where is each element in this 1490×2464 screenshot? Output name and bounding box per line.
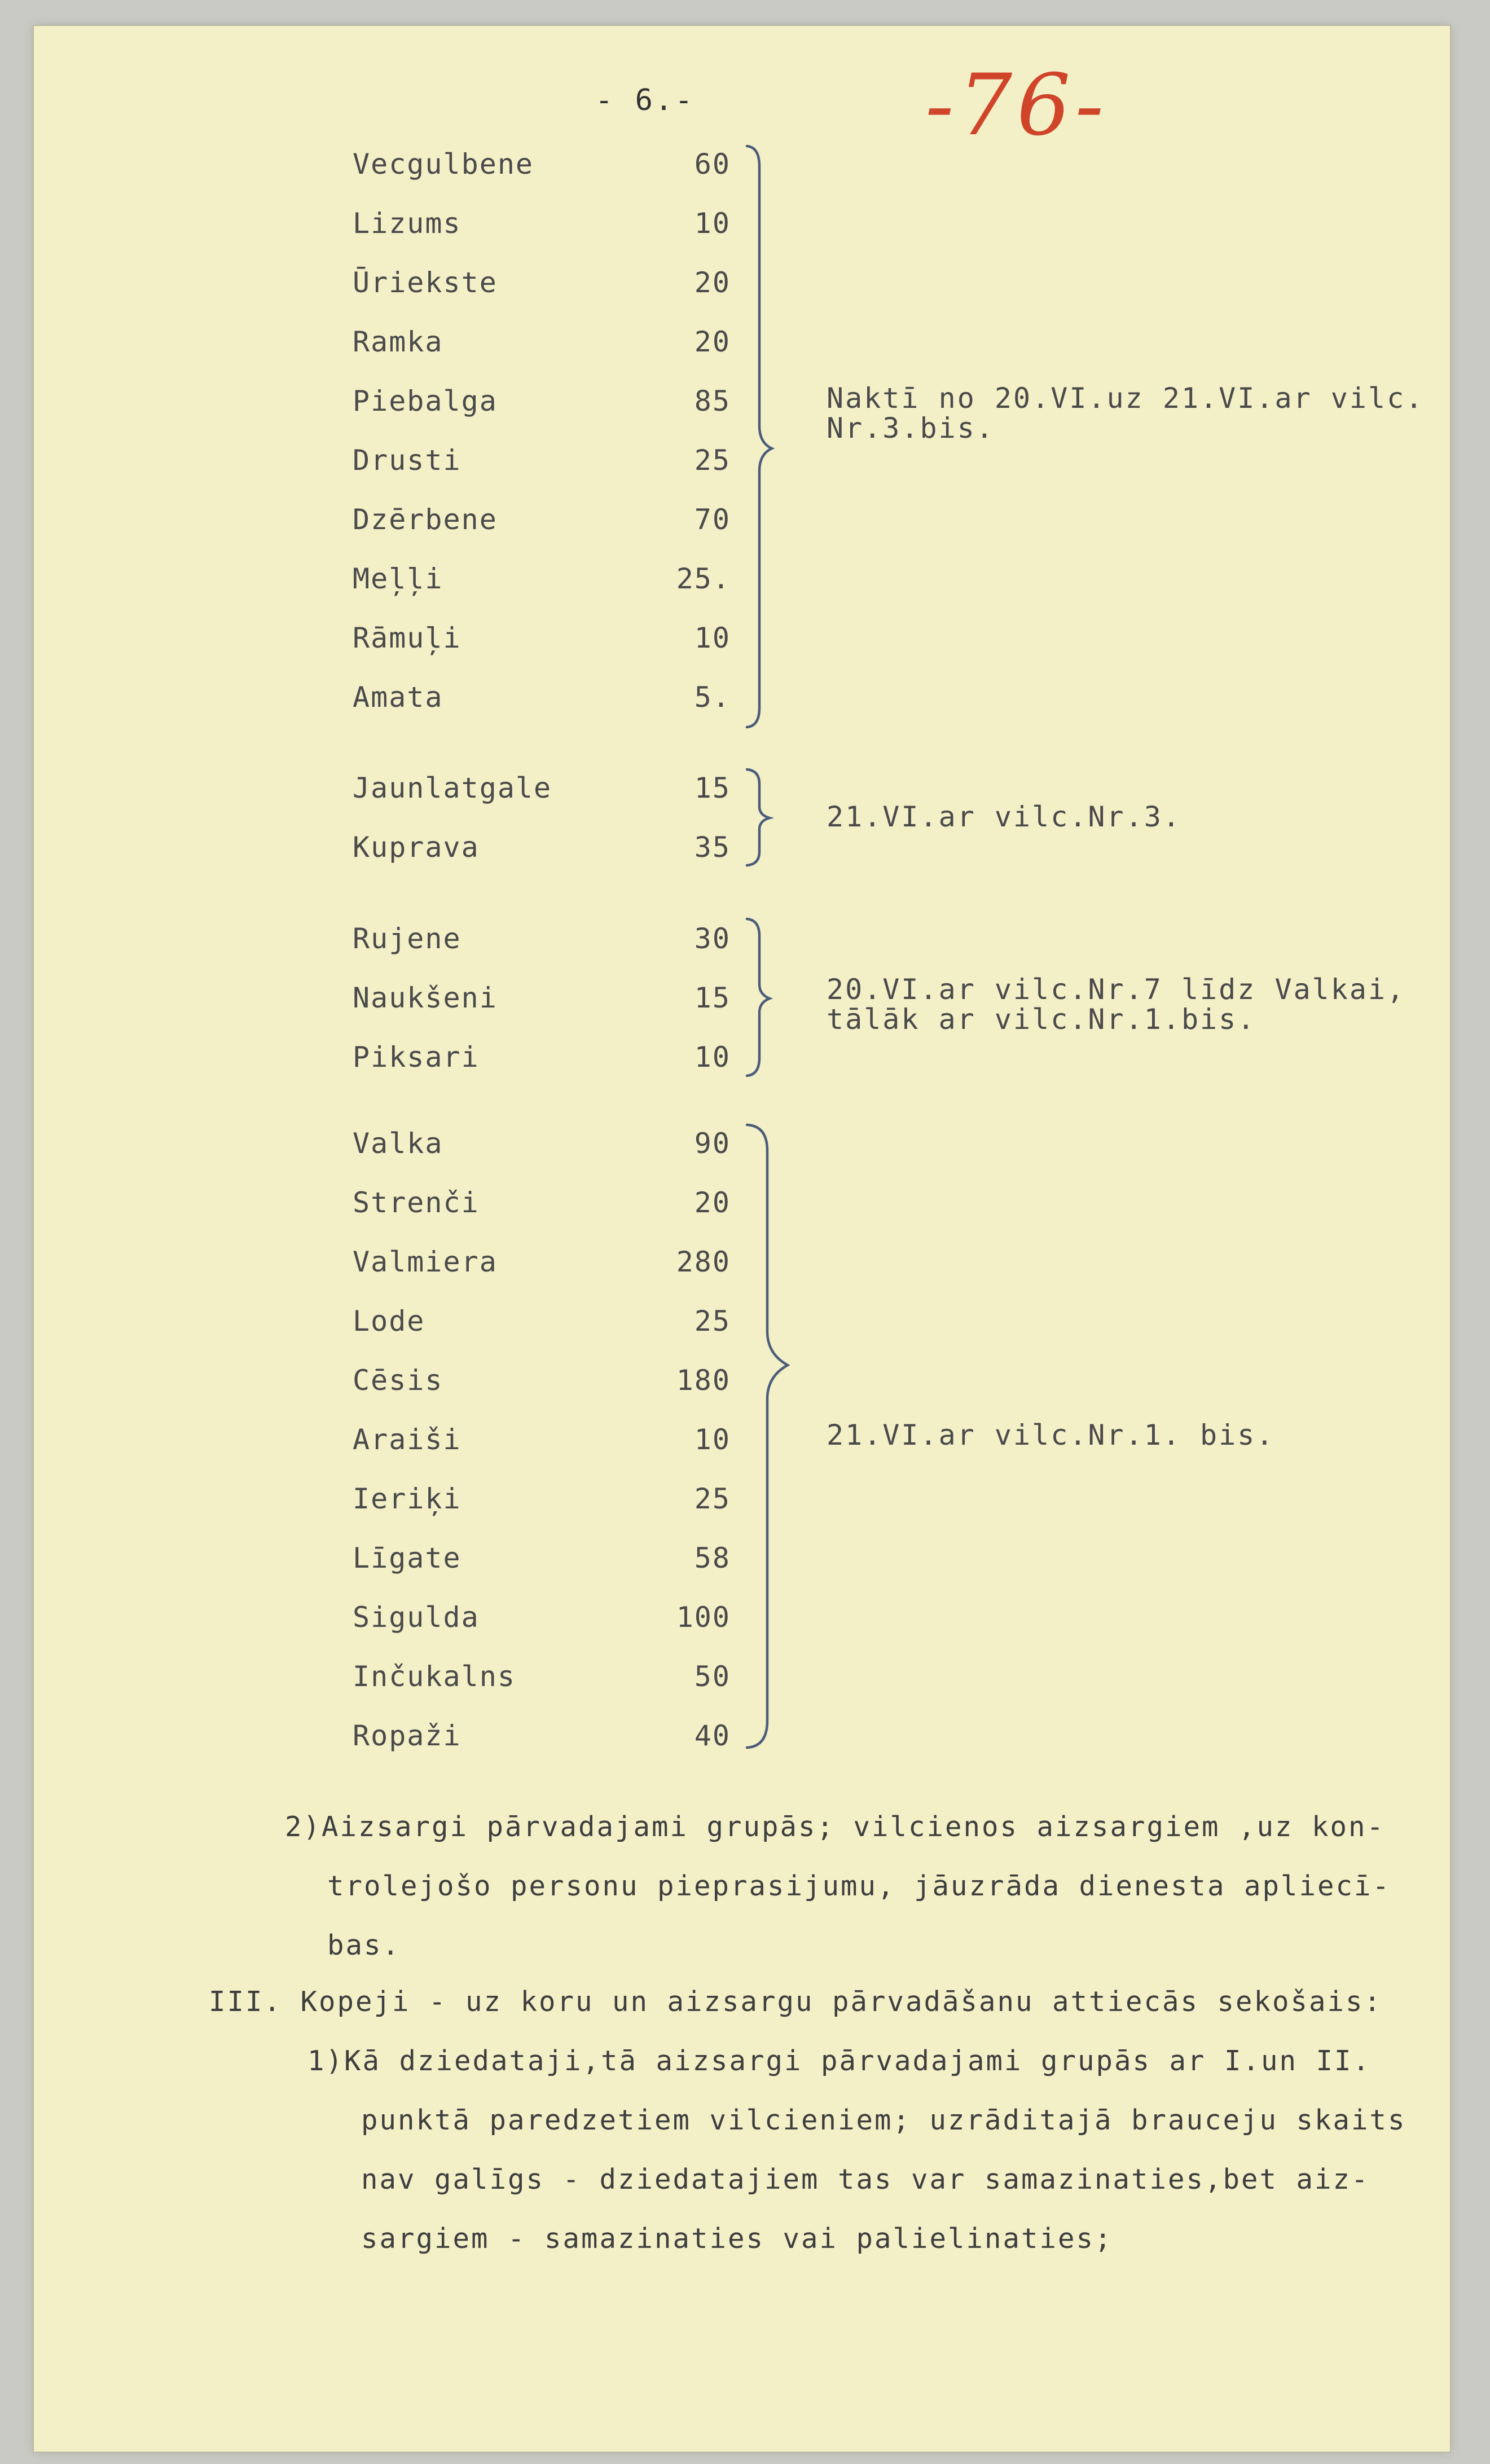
place-name: Ieriķi: [353, 1482, 461, 1515]
place-name: Rāmuļi: [353, 622, 461, 654]
quantity: 10: [694, 622, 731, 654]
place-name: Piksari: [353, 1041, 480, 1073]
quantity: 20: [694, 325, 731, 358]
section-heading: III. Kopeji - uz koru un aizsargu pārvadāšanu attiecās sekošais:: [209, 1986, 1383, 2018]
place-name: Sigulda: [353, 1601, 480, 1634]
page-number: - 6.-: [595, 83, 695, 117]
place-name: Inčukalns: [353, 1660, 516, 1693]
place-name: Ropaži: [353, 1719, 461, 1752]
place-name: Naukšeni: [353, 982, 498, 1014]
quantity: 15: [694, 982, 731, 1014]
place-name: Valka: [353, 1127, 443, 1160]
quantity: 180: [676, 1364, 731, 1397]
paragraph-line: bas.: [327, 1929, 401, 1961]
place-name: Cēsis: [353, 1364, 443, 1397]
quantity: 100: [676, 1601, 731, 1634]
paragraph-line: 1)Kā dziedataji,tā aizsargi pārvadajami grupās ar I.un II.: [307, 2045, 1372, 2077]
quantity: 280: [676, 1246, 731, 1278]
paragraph-line: punktā paredzetiem vilcieniem; uzrāditajā brauceju skaits: [361, 2104, 1407, 2136]
group-brace: [745, 1123, 795, 1754]
place-name: Ūriekste: [353, 266, 498, 299]
place-name: Līgate: [353, 1542, 461, 1574]
place-name: Ramka: [353, 325, 443, 358]
quantity: 5.: [694, 681, 731, 714]
place-name: Strenči: [353, 1186, 480, 1219]
quantity: 25.: [676, 562, 731, 595]
group-brace: [745, 917, 790, 1080]
quantity: 25: [694, 1305, 731, 1337]
quantity: 15: [694, 772, 731, 804]
quantity: 35: [694, 831, 731, 864]
paragraph-line: nav galīgs - dziedatajiem tas var samazinaties,bet aiz-: [361, 2163, 1370, 2195]
paragraph-line: sargiem - samazinaties vai palielinaties;: [361, 2223, 1113, 2255]
group-brace: [745, 144, 790, 731]
place-name: Dzērbene: [353, 503, 498, 536]
place-name: Meļļi: [353, 562, 443, 595]
place-name: Kuprava: [353, 831, 480, 864]
place-name: Lode: [353, 1305, 425, 1337]
quantity: 20: [694, 1186, 731, 1219]
transport-note: 20.VI.ar vilc.Nr.7 līdz Valkai, tālāk ar vilc.Nr.1.bis.: [827, 973, 1406, 1036]
quantity: 25: [694, 1482, 731, 1515]
place-name: Piebalga: [353, 385, 498, 417]
quantity: 10: [694, 1423, 731, 1456]
quantity: 90: [694, 1127, 731, 1160]
place-name: Drusti: [353, 444, 461, 477]
quantity: 20: [694, 266, 731, 299]
place-name: Araiši: [353, 1423, 461, 1456]
quantity: 25: [694, 444, 731, 477]
place-name: Valmiera: [353, 1246, 498, 1278]
quantity: 58: [694, 1542, 731, 1574]
paragraph-line: 2)Aizsargi pārvadajami grupās; vilcienos aizsargiem ,uz kon-: [285, 1811, 1386, 1843]
place-name: Jaunlatgale: [353, 772, 552, 804]
handwritten-page-number: -76-: [925, 56, 1109, 155]
group-brace: [745, 767, 790, 869]
transport-note: 21.VI.ar vilc.Nr.1. bis.: [827, 1419, 1275, 1451]
quantity: 85: [694, 385, 731, 417]
quantity: 40: [694, 1719, 731, 1752]
transport-note: 21.VI.ar vilc.Nr.3.: [827, 800, 1181, 833]
place-name: Amata: [353, 681, 443, 714]
quantity: 70: [694, 503, 731, 536]
transport-note: Naktī no 20.VI.uz 21.VI.ar vilc. Nr.3.bis.: [827, 382, 1425, 445]
quantity: 10: [694, 207, 731, 240]
paragraph-line: trolejošo personu pieprasijumu, jāuzrāda dienesta apliecī-: [327, 1870, 1391, 1902]
place-name: Rujene: [353, 922, 461, 955]
place-name: Lizums: [353, 207, 461, 240]
quantity: 60: [694, 148, 731, 181]
place-name: Vecgulbene: [353, 148, 534, 181]
quantity: 10: [694, 1041, 731, 1073]
quantity: 30: [694, 922, 731, 955]
quantity: 50: [694, 1660, 731, 1693]
